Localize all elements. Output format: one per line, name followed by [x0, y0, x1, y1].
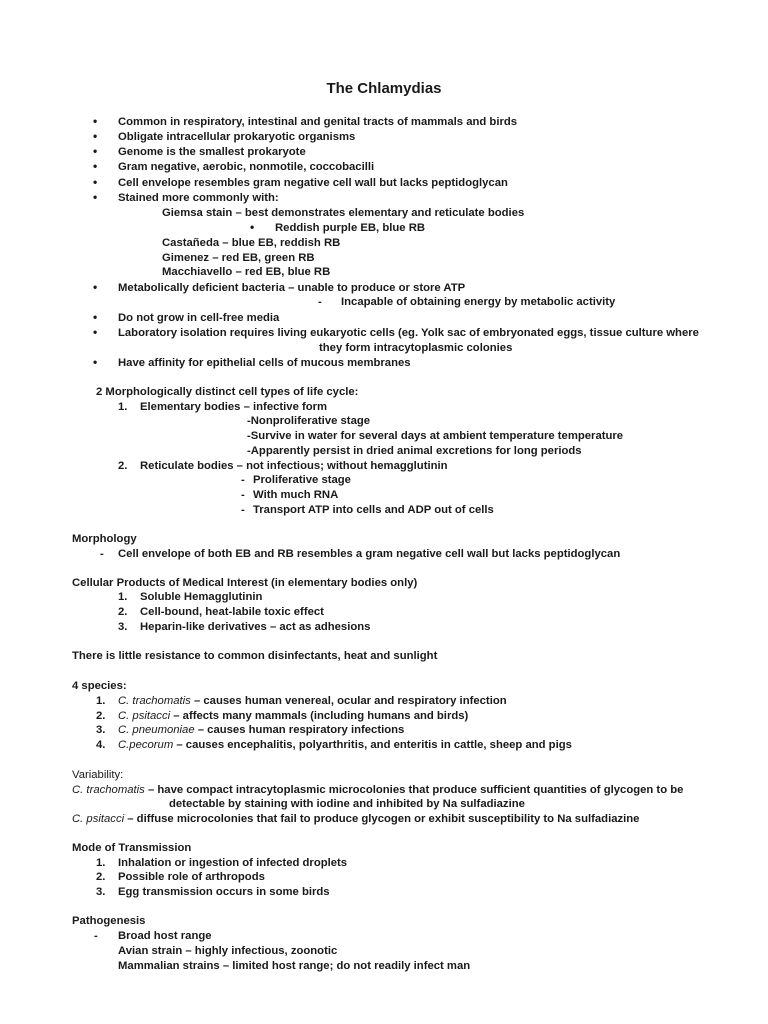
- bullet-item: • Common in respiratory, intestinal and genital tracts of mammals and birds: [118, 115, 517, 129]
- list-number: 2.: [96, 871, 106, 883]
- list-item: Possible role of arthropods: [118, 871, 265, 883]
- stain-macchiavello: Macchiavello – red EB, blue RB: [162, 266, 331, 278]
- list-number: 1.: [96, 857, 106, 869]
- sub-item: Avian strain – highly infectious, zoonotic: [118, 945, 338, 957]
- bullet-item: • Stained more commonly with:: [118, 191, 279, 205]
- bullet-item: • Do not grow in cell-free media: [118, 311, 279, 325]
- sub-item: -Apparently persist in dried animal excretions for long periods: [247, 445, 582, 457]
- list-number: 3.: [118, 621, 128, 633]
- list-item: Soluble Hemagglutinin: [140, 591, 263, 603]
- bullet-item: • Metabolically deficient bacteria – unable to produce or store ATP: [118, 281, 465, 295]
- continuation-line: detectable by staining with iodine and inhibited by Na sulfadiazine: [169, 798, 525, 810]
- stain-giemsa: Giemsa stain – best demonstrates elementary and reticulate bodies: [162, 207, 525, 219]
- sub-item: Cell envelope of both EB and RB resembles a gram negative cell wall but lacks peptidoglycan: [118, 548, 621, 560]
- sub-item: Broad host range: [118, 930, 212, 942]
- list-number: 2.: [118, 460, 128, 472]
- species-item: C. trachomatis – causes human venereal, ocular and respiratory infection: [118, 695, 507, 707]
- stain-giemsa-result: • Reddish purple EB, blue RB: [275, 221, 425, 235]
- dash-marker: -: [318, 296, 322, 308]
- bullet-item: • Laboratory isolation requires living eukaryotic cells (eg. Yolk sac of embryonated eggs, tissue culture where: [118, 326, 699, 340]
- list-number: 4.: [96, 739, 106, 751]
- list-item: Heparin-like derivatives – act as adhesions: [140, 621, 371, 633]
- list-number: 3.: [96, 886, 106, 898]
- species-item: C. psitacci – affects many mammals (including humans and birds): [118, 710, 469, 722]
- stain-gimenez: Gimenez – red EB, green RB: [162, 252, 315, 264]
- dash-marker: -: [241, 489, 245, 501]
- list-item: Cell-bound, heat-labile toxic effect: [140, 606, 324, 618]
- variability-item: C. psitacci – diffuse microcolonies that fail to produce glycogen or exhibit susceptibility to Na sulfadiazine: [72, 813, 640, 825]
- sub-item: -Nonproliferative stage: [247, 415, 371, 427]
- resistance-note: There is little resistance to common disinfectants, heat and sunlight: [72, 650, 438, 662]
- section-heading: Variability:: [72, 769, 124, 781]
- dash-marker: -: [241, 504, 245, 516]
- sub-item: Transport ATP into cells and ADP out of cells: [253, 504, 494, 516]
- bullet-item: • Have affinity for epithelial cells of mucous membranes: [118, 356, 411, 370]
- stain-castaneda: Castañeda – blue EB, reddish RB: [162, 237, 341, 249]
- sub-item: With much RNA: [253, 489, 339, 501]
- section-heading: Mode of Transmission: [72, 842, 192, 854]
- sub-item: Incapable of obtaining energy by metabolic activity: [341, 296, 616, 308]
- bullet-item: • Cell envelope resembles gram negative cell wall but lacks peptidoglycan: [118, 176, 508, 190]
- variability-item: C. trachomatis – have compact intracytoplasmic microcolonies that produce sufficient quantities of glycogen to be: [72, 784, 684, 796]
- list-number: 1.: [96, 695, 106, 707]
- list-number: 1.: [118, 591, 128, 603]
- page-title: The Chlamydias: [326, 80, 442, 97]
- section-heading: Cellular Products of Medical Interest (in elementary bodies only): [72, 577, 418, 589]
- list-item: Egg transmission occurs in some birds: [118, 886, 330, 898]
- dash-marker: -: [94, 930, 98, 942]
- list-item: Elementary bodies – infective form: [140, 401, 328, 413]
- list-number: 3.: [96, 724, 106, 736]
- dash-marker: -: [241, 474, 245, 486]
- section-heading: 4 species:: [72, 680, 127, 692]
- list-number: 2.: [118, 606, 128, 618]
- section-heading: 2 Morphologically distinct cell types of life cycle:: [96, 386, 359, 398]
- section-heading: Morphology: [72, 533, 137, 545]
- dash-marker: -: [100, 548, 104, 560]
- sub-item: Mammalian strains – limited host range; do not readily infect man: [118, 960, 471, 972]
- list-number: 2.: [96, 710, 106, 722]
- sub-item: Proliferative stage: [253, 474, 351, 486]
- list-item: Inhalation or ingestion of infected droplets: [118, 857, 348, 869]
- continuation-line: they form intracytoplasmic colonies: [319, 342, 513, 354]
- species-item: C.pecorum – causes encephalitis, polyarthritis, and enteritis in cattle, sheep and pigs: [118, 739, 572, 751]
- list-item: Reticulate bodies – not infectious; without hemagglutinin: [140, 460, 448, 472]
- sub-item: -Survive in water for several days at ambient temperature temperature: [247, 430, 624, 442]
- species-item: C. pneumoniae – causes human respiratory infections: [118, 724, 405, 736]
- bullet-item: • Gram negative, aerobic, nonmotile, coccobacilli: [118, 160, 374, 174]
- bullet-item: • Genome is the smallest prokaryote: [118, 145, 306, 159]
- list-number: 1.: [118, 401, 128, 413]
- bullet-item: • Obligate intracellular prokaryotic organisms: [118, 130, 355, 144]
- section-heading: Pathogenesis: [72, 915, 146, 927]
